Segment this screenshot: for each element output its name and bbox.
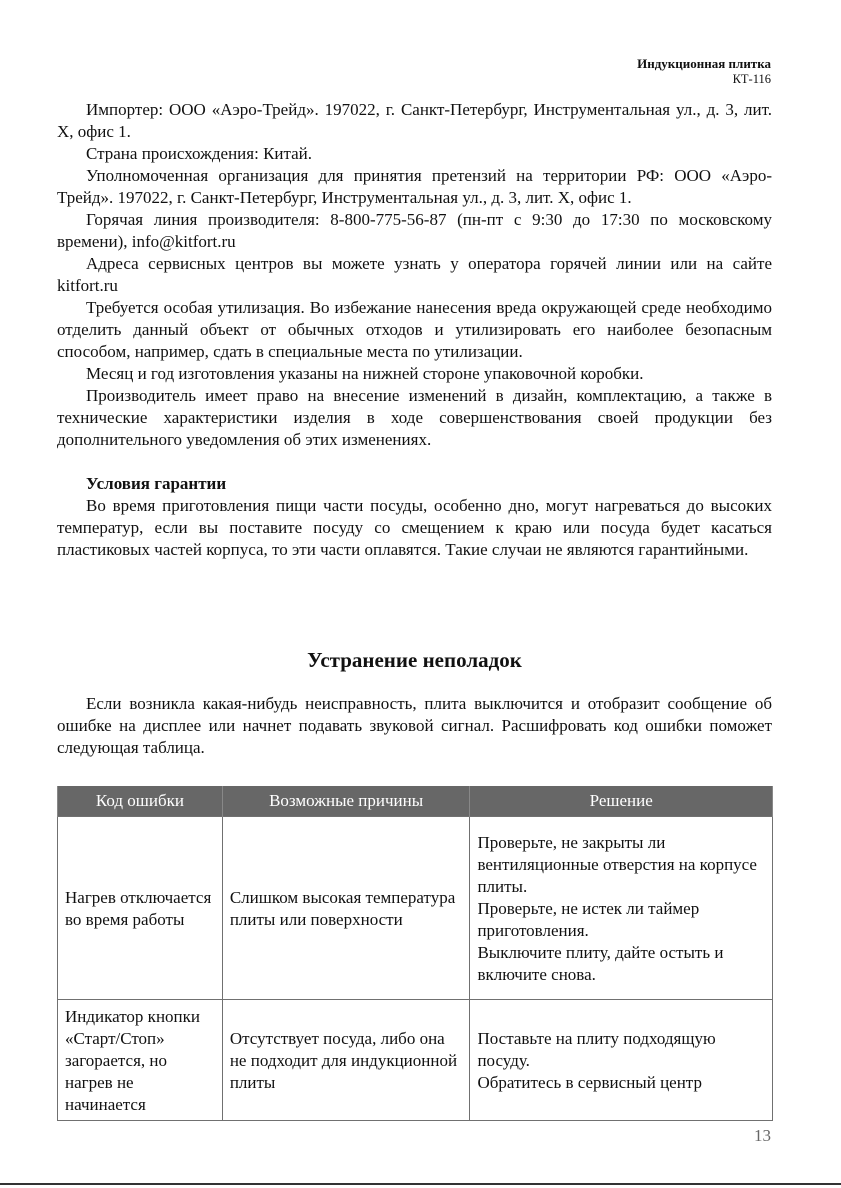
solution-cell <box>470 817 773 1000</box>
column-header-code: Код ошибки <box>58 786 223 817</box>
column-header-causes: Возможные причины <box>222 786 470 817</box>
troubleshooting-intro <box>57 693 772 759</box>
error-code-cell: Индикатор кнопки «Старт/Стоп» загорается, но нагрев не начинается <box>58 1000 223 1121</box>
cause-cell: Отсутствует посуда, либо она не подходит для индукционной плиты <box>222 1000 470 1121</box>
product-model: КТ-116 <box>732 72 771 86</box>
solution-line: Поставьте на плиту подходящую посуду. <box>477 1029 716 1070</box>
info-section <box>57 99 772 561</box>
bottom-border <box>0 1183 841 1185</box>
manufacture-date-paragraph: Месяц и год изготовления указаны на нижней стороне упаковочной коробки. <box>86 364 644 383</box>
page-header <box>637 56 771 87</box>
solution-line: Обратитесь в сервисный центр <box>477 1073 702 1092</box>
solution-cell <box>470 1000 773 1121</box>
warranty-paragraph: Во время приготовления пищи части посуды, особенно дно, могут нагреваться до высоких температур, если вы поставите посуду со смещением к краю или посуда будет касаться пластиковых частей корпуса, то эти части оплавятся. Такие случаи не являются гарантийными. <box>57 496 772 559</box>
solution-line: Выключите плиту, дайте остыть и включите снова. <box>477 943 724 984</box>
table-row <box>58 817 773 1000</box>
solution-line: Проверьте, не закрыты ли вентиляционные отверстия на корпусе плиты. <box>477 833 757 896</box>
service-centers-paragraph: Адреса сервисных центров вы можете узнать у оператора горячей линии или на сайте kitfort.ru <box>57 254 772 295</box>
page-number: 13 <box>754 1126 771 1145</box>
country-paragraph: Страна происхождения: Китай. <box>86 144 313 163</box>
importer-paragraph: Импортер: ООО «Аэро-Трейд». 197022, г. Санкт-Петербург, Инструментальная ул., д. 3, лит. Х, офис 1. <box>57 100 772 141</box>
cause-cell: Слишком высокая температура плиты или поверхности <box>222 817 470 1000</box>
error-table <box>57 786 773 1121</box>
warranty-heading: Условия гарантии <box>86 474 227 493</box>
column-header-solution: Решение <box>470 786 773 817</box>
disposal-paragraph: Требуется особая утилизация. Во избежание нанесения вреда окружающей среде необходимо отделить данный объект от обычных отходов и утилизировать его наиболее безопасным способом, например, сдать в специальные места по утилизации. <box>57 298 772 361</box>
troubleshooting-title: Устранение неполадок <box>307 648 522 672</box>
table-header-row <box>58 786 773 817</box>
error-code-cell: Нагрев отключается во время работы <box>58 817 223 1000</box>
solution-line: Проверьте, не истек ли таймер приготовления. <box>477 899 700 940</box>
hotline-paragraph: Горячая линия производителя: 8-800-775-56-87 (пн-пт с 9:30 до 17:30 по московскому времени), info@kitfort.ru <box>57 210 772 251</box>
table-row <box>58 1000 773 1121</box>
claims-org-paragraph: Уполномоченная организация для принятия претензий на территории РФ: ООО «Аэро-Трейд». 197022, г. Санкт-Петербург, Инструментальная ул., д. 3, лит. Х, офис 1. <box>57 166 772 207</box>
product-title: Индукционная плитка <box>637 56 771 71</box>
troubleshooting-intro-text: Если возникла какая-нибудь неисправность, плита выключится и отобразит сообщение об ошибке на дисплее или начнет подавать звуковой сигнал. Расшифровать код ошибки поможет следующая таблица. <box>57 694 772 757</box>
changes-paragraph: Производитель имеет право на внесение изменений в дизайн, комплектацию, а также в технические характеристики изделия в ходе совершенствования своей продукции без дополнительного уведомления об этих изменениях. <box>57 386 772 449</box>
